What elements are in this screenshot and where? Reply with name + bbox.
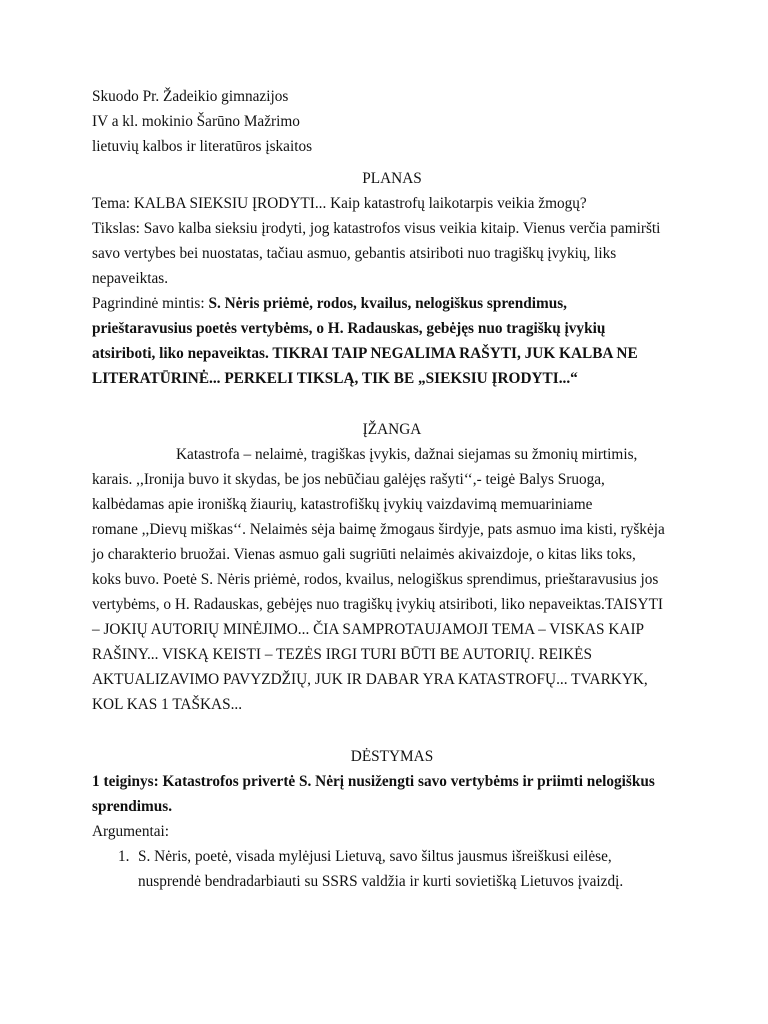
header-block	[92, 84, 692, 159]
list-item	[92, 844, 692, 894]
thesis-line: 1 teiginys: Katastrofos privertė S. Nėrį nusižengti savo vertybėms ir priimti nelogiškus	[92, 773, 655, 790]
intro-line: Katastrofa – nelaimė, tragiškas įvykis, dažnai siejamas su žmonių mirtimis,	[176, 446, 638, 463]
intro-section	[92, 417, 692, 717]
main-idea-line: LITERATŪRINĖ... PERKELI TIKSLĄ, TIK BE „SIEKSIU ĮRODYTI...“	[92, 370, 578, 387]
intro-line: – JOKIŲ AUTORIŲ MINĖJIMO... ČIA SAMPROTAUJAMOJI TEMA – VISKAS KAIP	[92, 621, 645, 638]
plan-section	[92, 166, 692, 391]
body-section	[92, 744, 692, 894]
plan-heading: PLANAS	[362, 170, 422, 187]
intro-line: karais. ,,Ironija buvo it skydas, be jos nebūčiau galėjęs rašyti‘‘,- teigė Balys Sruoga,	[92, 471, 605, 488]
plan-topic: Tema: KALBA SIEKSIU ĮRODYTI... Kaip katastrofų laikotarpis veikia žmogų?	[92, 195, 587, 212]
main-idea-label: Pagrindinė mintis:	[92, 295, 209, 312]
intro-line: KOL KAS 1 TAŠKAS...	[92, 696, 243, 713]
school-line: Skuodo Pr. Žadeikio gimnazijos	[92, 88, 289, 105]
intro-line: RAŠINY... VISKĄ KEISTI – TEZĖS IRGI TURI BŪTI BE AUTORIŲ. REIKĖS	[92, 646, 592, 663]
body-heading: DĖSTYMAS	[350, 748, 434, 765]
intro-line: koks buvo. Poetė S. Nėris priėmė, rodos, kvailus, nelogiškus sprendimus, prieštaravusius jos	[92, 571, 659, 588]
list-item-line: S. Nėris, poetė, visada mylėjusi Lietuvą, savo šiltus jausmus išreiškusi eilėse,	[138, 848, 612, 865]
arguments-label: Argumentai:	[92, 823, 170, 840]
student-line: IV a kl. mokinio Šarūno Mažrimo	[92, 113, 300, 130]
main-idea-line: atsiriboti, liko nepaveiktas. TIKRAI TAIP NEGALIMA RAŠYTI, JUK KALBA NE	[92, 345, 638, 362]
intro-line: vertybėms, o H. Radauskas, gebėjęs nuo tragiškų įvykių atsiriboti, liko nepaveiktas.TAISYTI	[92, 596, 664, 613]
intro-heading: ĮŽANGA	[362, 421, 422, 438]
list-item-number: 1.	[118, 848, 130, 865]
subject-line: lietuvių kalbos ir literatūros įskaitos	[92, 138, 313, 155]
main-idea-text: S. Nėris priėmė, rodos, kvailus, nelogiškus sprendimus,	[208, 295, 567, 312]
plan-goal-line: Tikslas: Savo kalba sieksiu įrodyti, jog katastrofos visus veikia kitaip. Vienus verčia pamiršti	[92, 220, 661, 237]
list-item-line: nusprendė bendradarbiauti su SSRS valdžia ir kurti sovietišką Lietuvos įvaizdį.	[138, 873, 624, 890]
thesis-line: sprendimus.	[92, 798, 173, 815]
main-idea-line: prieštaravusius poetės vertybėms, o H. Radauskas, gebėjęs nuo tragiškų įvykių	[92, 320, 606, 337]
intro-line: AKTUALIZAVIMO PAVYZDŽIŲ, JUK IR DABAR YRA KATASTROFŲ... TVARKYK,	[92, 671, 648, 688]
intro-line: jo charakterio bruožai. Vienas asmuo gali sugriūti nelaimės akivaizdoje, o kitas liks toks,	[92, 546, 636, 563]
intro-line: kalbėdamas apie ironišką žiaurių, katastrofiškų įvykių vaizdavimą memuariniame	[92, 496, 593, 513]
intro-line: romane ,,Dievų miškas‘‘. Nelaimės sėja baimę žmogaus širdyje, pats asmuo ima kisti, ryškėja	[92, 521, 665, 538]
plan-goal-line: nepaveiktas.	[92, 270, 169, 287]
main-idea-line	[92, 291, 692, 316]
plan-goal-line: savo vertybes bei nuostatas, tačiau asmuo, gebantis atsiriboti nuo tragiškų įvykių, liks	[92, 245, 617, 262]
